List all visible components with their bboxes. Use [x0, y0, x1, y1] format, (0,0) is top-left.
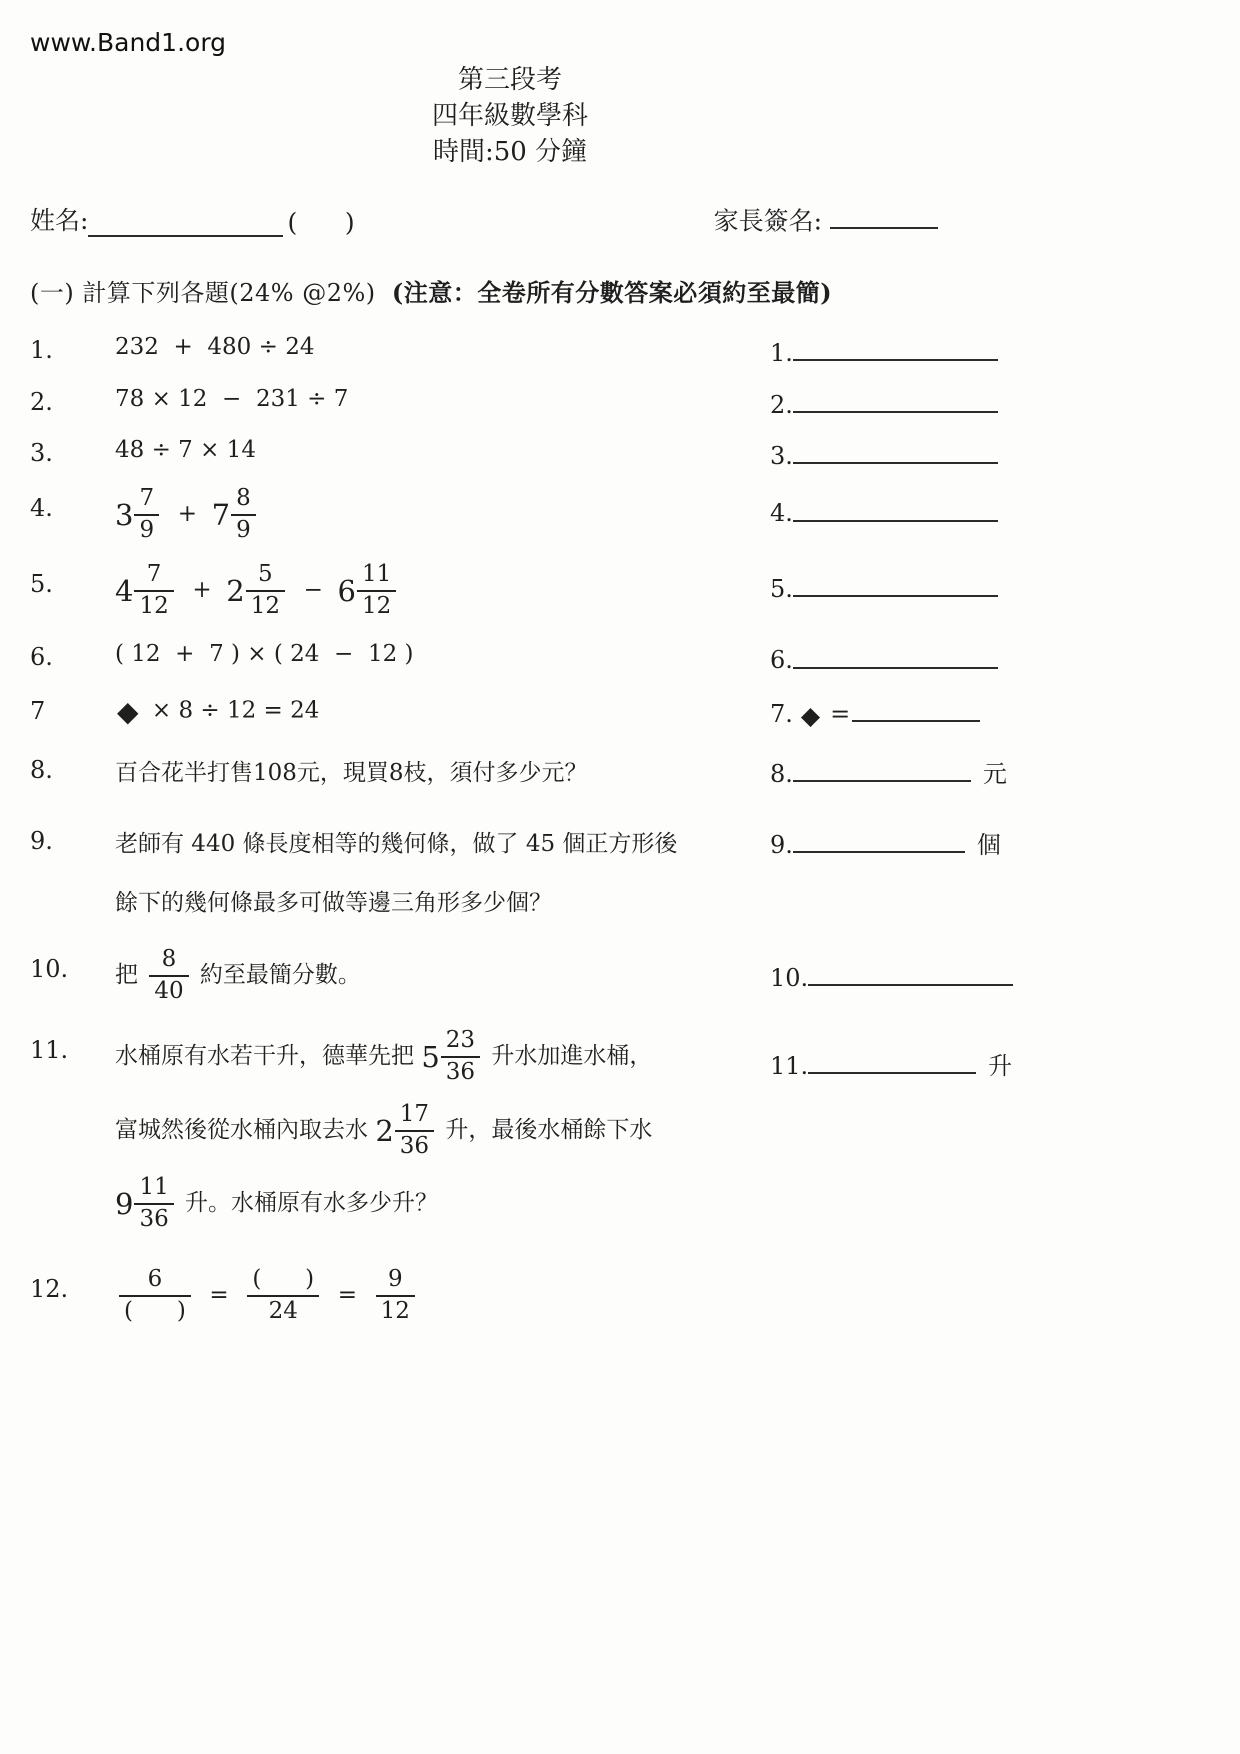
question-number: 12. — [30, 1274, 69, 1303]
fraction — [395, 1102, 434, 1160]
section-heading — [30, 273, 1210, 308]
question-text: 百合花半打售108元，現買8枝，須付多少元？ — [115, 759, 588, 786]
fraction-denominator: 9 — [134, 514, 159, 544]
answer-unit: 元 — [982, 759, 1007, 788]
answer-area — [770, 386, 1210, 419]
question-line — [115, 754, 770, 787]
fraction — [231, 486, 256, 544]
mixed-number-whole: 7 — [211, 498, 231, 533]
page-title — [60, 63, 960, 171]
question-line — [115, 947, 770, 1005]
question-text: 升。水桶原有水多少升？ — [177, 1190, 439, 1217]
title-duration: 時間:50 分鐘 — [432, 136, 588, 167]
question-text: = — [194, 1281, 244, 1308]
mixed-number — [115, 1175, 178, 1233]
fraction-denominator: 12 — [357, 590, 396, 620]
answer-area — [770, 947, 1210, 992]
answer-unit: 個 — [976, 830, 1001, 859]
fraction-denominator: 36 — [395, 1130, 434, 1160]
answer-area — [770, 437, 1210, 470]
question-text: 老師有 440 條長度相等的幾何條，做了 45 個正方形後 — [115, 830, 678, 857]
title-subject: 四年級數學科 — [431, 100, 588, 131]
mixed-number — [338, 562, 401, 620]
name-row — [30, 201, 1210, 237]
question-number: 7 — [30, 696, 46, 725]
name-label: 姓名: — [30, 205, 89, 235]
question-text: ( 12 + 7 ) × ( 24 − 12 ) — [115, 641, 414, 668]
fraction-numerator: 17 — [399, 1100, 430, 1127]
question-line — [115, 695, 770, 728]
question-number: 11. — [30, 1036, 69, 1065]
diamond-icon: ◆ — [117, 694, 139, 728]
answer-area — [770, 641, 1210, 674]
answer-number: 2. — [770, 391, 793, 420]
question-row — [30, 486, 1210, 544]
question-number: 4. — [30, 494, 53, 523]
answer-blank — [808, 959, 1013, 986]
question-body — [115, 1267, 770, 1325]
answer-number: 4. — [770, 499, 793, 528]
question-row — [30, 947, 1210, 1005]
question-text: 把 — [115, 961, 146, 988]
fraction-numerator: 11 — [139, 1174, 169, 1201]
mixed-number — [115, 486, 163, 544]
question-line — [115, 386, 770, 412]
question-body — [115, 947, 770, 1005]
question-number: 5. — [30, 569, 53, 598]
question-number: 6. — [30, 643, 53, 672]
question-number: 2. — [30, 388, 53, 417]
question-row — [30, 386, 1210, 419]
mixed-number-whole: 3 — [115, 498, 134, 533]
question-line — [115, 884, 770, 917]
answer-area — [770, 754, 1210, 789]
question-body — [115, 486, 770, 544]
answer-area — [770, 1028, 1210, 1081]
class-number-parens: ( ) — [287, 207, 355, 237]
name-blank — [88, 209, 283, 237]
answer-number: 8. — [770, 759, 793, 788]
question-number: 3. — [30, 439, 53, 468]
fraction-denominator: 40 — [149, 975, 188, 1005]
question-body — [115, 562, 770, 620]
answer-area — [770, 562, 1210, 603]
fraction — [134, 486, 159, 544]
parent-signature-blank — [830, 201, 938, 229]
fraction-numerator: 7 — [139, 485, 155, 512]
fraction — [119, 1267, 191, 1325]
question-text: 餘下的幾何條最多可做等邊三角形多少個？ — [115, 889, 552, 916]
question-body — [115, 437, 770, 463]
question-line — [115, 437, 770, 463]
answer-blank — [793, 755, 971, 782]
question-text: 48 ÷ 7 × 14 — [115, 437, 256, 464]
question-body — [115, 825, 770, 917]
fraction-denominator: ( ) — [119, 1295, 191, 1325]
fraction-denominator: 12 — [134, 590, 173, 620]
question-text: − — [288, 576, 338, 603]
question-row — [30, 334, 1210, 367]
answer-number: 10. — [770, 964, 809, 992]
question-row — [30, 825, 1210, 917]
section-note: (注意：全卷所有分數答案必須約至最簡) — [391, 277, 833, 307]
fraction-denominator: 12 — [376, 1295, 415, 1325]
question-row — [30, 1267, 1210, 1325]
question-number: 1. — [30, 335, 53, 364]
mixed-number — [115, 562, 178, 620]
answer-number: 3. — [770, 442, 793, 471]
mixed-number-whole: 5 — [421, 1040, 440, 1075]
answer-blank — [793, 437, 998, 464]
fraction-denominator: 12 — [246, 590, 285, 620]
question-row — [30, 641, 1210, 674]
question-text: 升水加進水桶， — [484, 1043, 653, 1070]
question-body — [115, 695, 770, 728]
question-text: 約至最簡分數。 — [192, 961, 361, 988]
question-text: + — [163, 501, 212, 528]
answer-number: 11. — [770, 1052, 809, 1081]
fraction — [134, 562, 173, 620]
question-text: 水桶原有水若干升，德華先把 — [115, 1043, 422, 1070]
question-line — [115, 334, 770, 360]
question-row — [30, 562, 1210, 620]
answer-number: 7. — [770, 699, 793, 728]
fraction — [134, 1175, 173, 1233]
answer-number: 9. — [770, 830, 793, 859]
question-body — [115, 1028, 770, 1233]
fraction — [247, 1267, 319, 1325]
question-row — [30, 1028, 1210, 1233]
answer-area — [770, 695, 1210, 730]
section-heading-text: (一) 計算下列各題(24% @2%) — [30, 278, 384, 307]
answer-area — [770, 334, 1210, 367]
question-body — [115, 386, 770, 412]
question-text: 升，最後水桶餘下水 — [438, 1116, 653, 1143]
fraction — [376, 1267, 415, 1325]
diamond-icon: ◆ — [800, 700, 821, 730]
mixed-number — [212, 486, 260, 544]
fraction — [441, 1028, 480, 1086]
question-text: + — [177, 576, 227, 603]
answer-area — [770, 486, 1210, 527]
fraction-numerator: 6 — [147, 1265, 163, 1292]
answer-blank — [793, 570, 998, 597]
watermark: www.Band1.org — [30, 28, 227, 57]
question-line — [115, 641, 770, 667]
title-exam-name: 第三段考 — [457, 65, 562, 95]
fraction-numerator: 7 — [146, 560, 162, 587]
mixed-number-whole: 6 — [337, 573, 356, 608]
fraction-numerator: 8 — [161, 945, 177, 972]
answer-blank — [793, 494, 998, 521]
question-line — [115, 486, 770, 544]
fraction-denominator: 36 — [134, 1203, 173, 1233]
fraction-numerator: 8 — [236, 485, 251, 512]
answer-area — [770, 825, 1210, 860]
question-body — [115, 754, 770, 787]
mixed-number-whole: 9 — [115, 1187, 134, 1222]
mixed-number-whole: 4 — [115, 573, 134, 608]
question-line — [115, 1102, 770, 1160]
mixed-number — [421, 1028, 484, 1086]
question-body — [115, 641, 770, 667]
answer-number: 5. — [770, 575, 793, 604]
question-number: 9. — [30, 826, 53, 855]
answer-blank — [793, 826, 965, 853]
fraction-denominator: 36 — [441, 1056, 480, 1086]
answer-blank — [808, 1047, 976, 1074]
question-text: 232 + 480 ÷ 24 — [115, 333, 315, 360]
question-line — [115, 562, 770, 620]
question-line — [115, 1028, 770, 1086]
question-number: 8. — [30, 755, 53, 784]
question-row — [30, 437, 1210, 470]
question-line — [115, 1267, 770, 1325]
mixed-number — [226, 562, 289, 620]
question-body — [115, 334, 770, 360]
answer-blank — [793, 386, 998, 413]
answer-blank — [852, 695, 980, 722]
mixed-number-whole: 2 — [226, 573, 245, 608]
question-row — [30, 754, 1210, 789]
fraction-numerator: 23 — [445, 1027, 476, 1054]
fraction — [246, 562, 285, 620]
answer-number: 6. — [770, 646, 793, 675]
questions-list — [30, 334, 1210, 1324]
fraction — [357, 562, 396, 620]
mixed-number — [375, 1102, 438, 1160]
question-number: 10. — [30, 954, 69, 983]
answer-equals: = — [830, 699, 851, 728]
question-line — [115, 1175, 770, 1233]
parent-signature-group — [714, 201, 938, 237]
fraction-denominator: 9 — [231, 514, 256, 544]
question-text: = — [323, 1281, 372, 1308]
answer-unit: 升 — [988, 1052, 1013, 1081]
fraction-numerator: ( ) — [252, 1265, 315, 1292]
fraction-denominator: 24 — [247, 1295, 319, 1325]
question-text: × 8 ÷ 12 = 24 — [144, 697, 320, 724]
answer-number: 1. — [770, 339, 793, 368]
question-text: 富城然後從水桶內取去水 — [115, 1116, 376, 1143]
question-line — [115, 825, 770, 858]
fraction-numerator: 9 — [387, 1265, 403, 1292]
answer-blank — [793, 641, 998, 668]
mixed-number-whole: 2 — [375, 1113, 394, 1148]
answer-blank — [793, 334, 998, 361]
fraction-numerator: 5 — [258, 560, 273, 587]
parent-signature-label: 家長簽名: — [713, 205, 823, 235]
question-text: 78 × 12 − 231 ÷ 7 — [115, 386, 349, 413]
fraction-numerator: 11 — [361, 560, 392, 587]
question-row — [30, 695, 1210, 730]
fraction — [149, 947, 188, 1005]
